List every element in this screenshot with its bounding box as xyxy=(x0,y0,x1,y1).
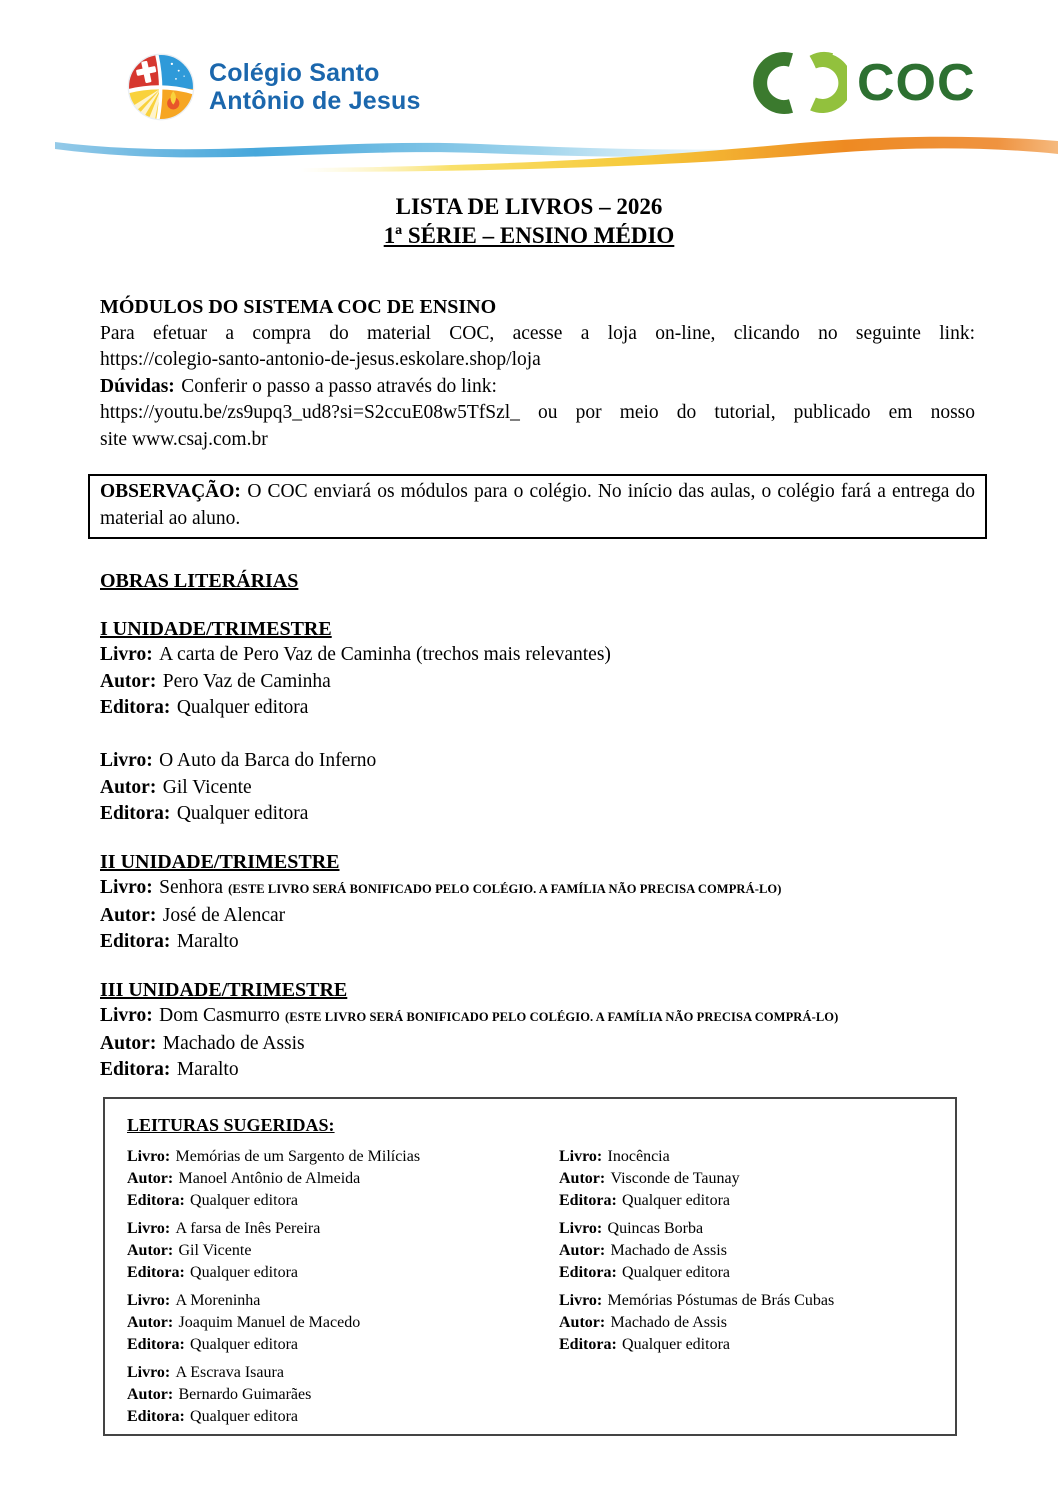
livro-label: Livro: xyxy=(127,1219,171,1237)
livro-value: Senhora xyxy=(159,877,224,898)
document-body xyxy=(100,294,975,1436)
livro-label: Livro: xyxy=(100,750,153,771)
editora-value: Maralto xyxy=(176,931,239,952)
unit-3 xyxy=(100,977,975,1084)
autor-value: Machado de Assis xyxy=(610,1313,727,1331)
unit-1 xyxy=(100,616,975,828)
duvidas-text: Conferir o passo a passo através do link: xyxy=(181,375,497,397)
autor-value: Manoel Antônio de Almeida xyxy=(178,1169,361,1187)
unit-2-heading: II UNIDADE/TRIMESTRE xyxy=(100,850,340,873)
autor-label: Autor: xyxy=(559,1169,606,1187)
autor-value: Gil Vicente xyxy=(178,1241,252,1259)
editora-value: Qualquer editora xyxy=(190,1407,298,1425)
book-line xyxy=(100,669,975,696)
book-line xyxy=(100,903,975,930)
coc-chain-icon xyxy=(743,48,847,118)
autor-label: Autor: xyxy=(100,904,157,926)
school-name-line1: Colégio Santo xyxy=(209,59,380,87)
autor-label: Autor: xyxy=(559,1313,606,1331)
book-line xyxy=(100,775,975,802)
duvidas-label: Dúvidas: xyxy=(100,375,175,397)
unit-2 xyxy=(100,849,975,956)
modulos-line1: Para efetuar a compra do material COC, acesse a loja on-line, clicando no seguinte link: xyxy=(100,322,975,344)
book-line xyxy=(100,748,975,775)
unit-3-heading: III UNIDADE/TRIMESTRE xyxy=(100,978,348,1001)
autor-value: José de Alencar xyxy=(162,904,286,926)
autor-label: Autor: xyxy=(100,776,157,798)
autor-label: Autor: xyxy=(127,1241,174,1259)
duvidas-line xyxy=(100,374,975,401)
leituras-columns xyxy=(127,1146,933,1434)
livro-label: Livro: xyxy=(100,877,153,898)
book-line xyxy=(100,929,975,956)
editora-label: Editora: xyxy=(127,1191,185,1209)
editora-label: Editora: xyxy=(559,1335,617,1353)
editora-value: Maralto xyxy=(176,1059,239,1080)
editora-label: Editora: xyxy=(100,1059,171,1080)
book-line xyxy=(100,642,975,669)
livro-label: Livro: xyxy=(559,1291,603,1309)
editora-label: Editora: xyxy=(127,1335,185,1353)
editora-value: Qualquer editora xyxy=(176,803,309,824)
store-link[interactable]: https://colegio-santo-antonio-de-jesus.eskolare.shop/loja xyxy=(100,349,541,370)
observacao-box xyxy=(88,474,987,539)
book-line xyxy=(100,801,975,828)
livro-value: O Auto da Barca do Inferno xyxy=(159,750,377,771)
autor-value: Pero Vaz de Caminha xyxy=(162,670,331,692)
bonus-note: (ESTE LIVRO SERÁ BONIFICADO PELO COLÉGIO. A FAMÍLIA NÃO PRECISA COMPRÁ-LO) xyxy=(228,882,782,896)
editora-value: Qualquer editora xyxy=(190,1335,298,1353)
livro-value: Memórias de um Sargento de Milícias xyxy=(175,1147,421,1165)
school-name xyxy=(209,59,421,115)
autor-label: Autor: xyxy=(559,1241,606,1259)
editora-value: Qualquer editora xyxy=(622,1191,730,1209)
title-line2: 1ª SÉRIE – ENSINO MÉDIO xyxy=(383,223,675,248)
autor-label: Autor: xyxy=(100,1032,157,1054)
autor-value: Visconde de Taunay xyxy=(610,1169,740,1187)
tutorial-link-line[interactable]: https://youtu.be/zs9upq3_ud8?si=S2ccuE08w5TfSzl_ ou por meio do tutorial, publicado em nosso xyxy=(100,402,975,423)
editora-value: Qualquer editora xyxy=(190,1191,298,1209)
leituras-heading: LEITURAS SUGERIDAS: xyxy=(127,1114,335,1135)
autor-label: Autor: xyxy=(127,1313,174,1331)
book-line xyxy=(100,695,975,722)
autor-value: Gil Vicente xyxy=(162,776,252,798)
autor-label: Autor: xyxy=(127,1169,174,1187)
autor-label: Autor: xyxy=(100,670,157,692)
livro-label: Livro: xyxy=(127,1147,171,1165)
coc-logo xyxy=(743,48,976,118)
list-item xyxy=(559,1290,933,1356)
header-ribbon-decoration xyxy=(0,124,1058,176)
list-item xyxy=(127,1362,559,1428)
livro-value: A carta de Pero Vaz de Caminha (trechos mais relevantes) xyxy=(159,644,611,665)
coc-wordmark: COC xyxy=(857,54,976,112)
school-logo xyxy=(127,53,421,121)
school-emblem-icon xyxy=(127,53,195,121)
autor-value: Joaquim Manuel de Macedo xyxy=(178,1313,361,1331)
livro-value: Memórias Póstumas de Brás Cubas xyxy=(607,1291,835,1309)
title-line1: LISTA DE LIVROS – 2026 xyxy=(395,194,663,219)
autor-value: Machado de Assis xyxy=(162,1032,305,1054)
livro-value: A Escrava Isaura xyxy=(175,1363,284,1381)
leituras-left-column xyxy=(127,1146,559,1434)
editora-label: Editora: xyxy=(100,697,171,718)
modulos-heading: MÓDULOS DO SISTEMA COC DE ENSINO xyxy=(100,296,497,318)
obras-heading: OBRAS LITERÁRIAS xyxy=(100,570,299,592)
autor-value: Machado de Assis xyxy=(610,1241,727,1259)
livro-label: Livro: xyxy=(559,1147,603,1165)
livro-value: Dom Casmurro xyxy=(159,1005,280,1026)
list-item xyxy=(559,1218,933,1284)
editora-value: Qualquer editora xyxy=(176,697,309,718)
list-item xyxy=(127,1290,559,1356)
livro-value: A Moreninha xyxy=(175,1291,261,1309)
livro-value: Inocência xyxy=(607,1147,670,1165)
site-line[interactable]: site www.csaj.com.br xyxy=(100,428,268,450)
observacao-label: OBSERVAÇÃO: xyxy=(100,481,241,502)
livro-label: Livro: xyxy=(100,644,153,665)
autor-label: Autor: xyxy=(127,1385,174,1403)
book-line xyxy=(100,1057,975,1084)
list-item xyxy=(559,1146,933,1212)
editora-value: Qualquer editora xyxy=(622,1263,730,1281)
editora-label: Editora: xyxy=(127,1263,185,1281)
spacer xyxy=(100,722,975,749)
editora-label: Editora: xyxy=(559,1191,617,1209)
autor-value: Bernardo Guimarães xyxy=(178,1385,312,1403)
unit-1-heading: I UNIDADE/TRIMESTRE xyxy=(100,617,332,640)
livro-label: Livro: xyxy=(559,1219,603,1237)
editora-label: Editora: xyxy=(127,1407,185,1425)
leituras-sugeridas-box xyxy=(103,1097,957,1436)
book-line xyxy=(100,875,975,903)
livro-label: Livro: xyxy=(100,1005,153,1026)
bonus-note: (ESTE LIVRO SERÁ BONIFICADO PELO COLÉGIO. A FAMÍLIA NÃO PRECISA COMPRÁ-LO) xyxy=(284,1010,839,1024)
livro-value: Quincas Borba xyxy=(607,1219,704,1237)
editora-label: Editora: xyxy=(100,931,171,952)
editora-label: Editora: xyxy=(559,1263,617,1281)
livro-value: A farsa de Inês Pereira xyxy=(175,1219,321,1237)
document-title xyxy=(0,192,1058,250)
list-item xyxy=(127,1146,559,1212)
observacao-text: O COC enviará os módulos para o colégio. No início das aulas, o colégio fará a entrega do material ao aluno. xyxy=(100,481,975,529)
livro-label: Livro: xyxy=(127,1291,171,1309)
book-line xyxy=(100,1003,975,1031)
book-line xyxy=(100,1031,975,1058)
leituras-right-column xyxy=(559,1146,933,1434)
editora-label: Editora: xyxy=(100,803,171,824)
editora-value: Qualquer editora xyxy=(622,1335,730,1353)
list-item xyxy=(127,1218,559,1284)
school-name-line2: Antônio de Jesus xyxy=(209,87,421,115)
editora-value: Qualquer editora xyxy=(190,1263,298,1281)
livro-label: Livro: xyxy=(127,1363,171,1381)
page-header xyxy=(0,0,1058,175)
